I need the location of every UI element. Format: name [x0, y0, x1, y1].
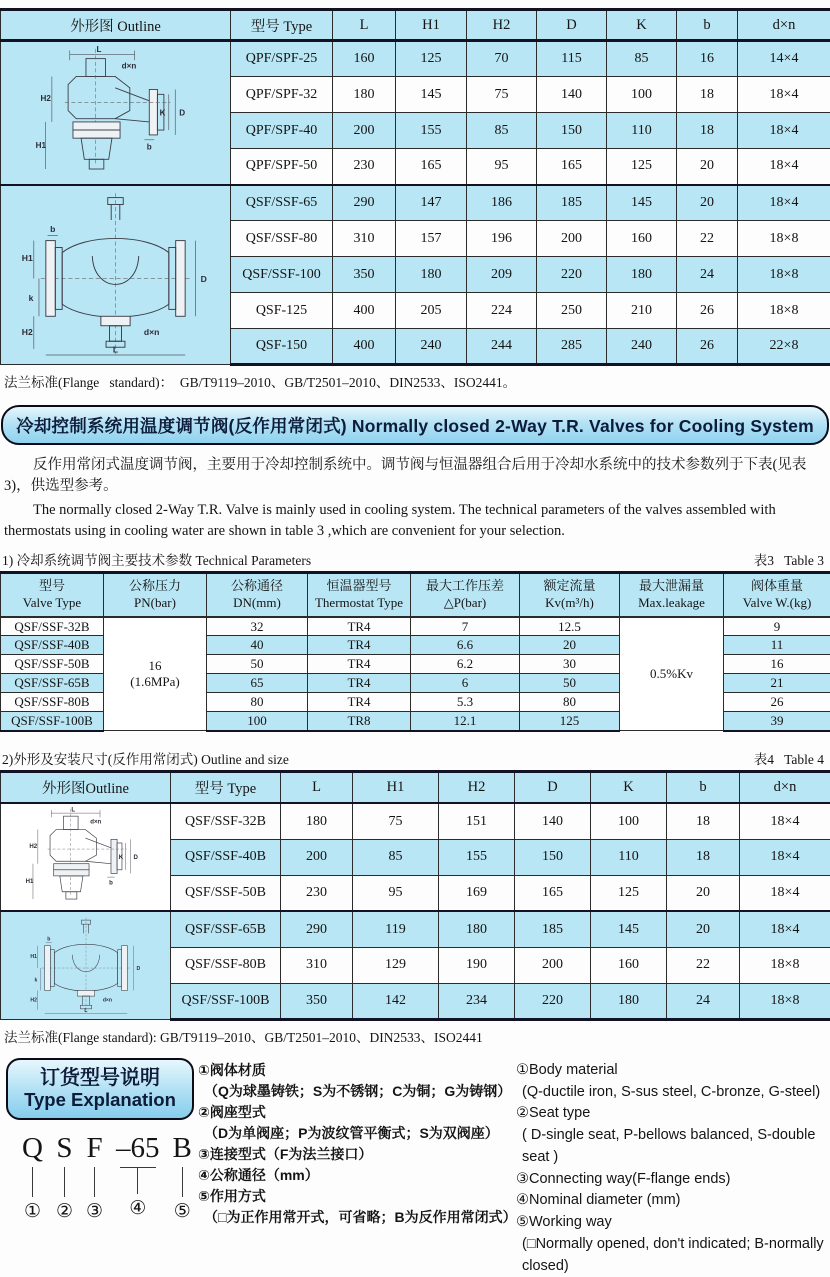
cell: 350 [333, 257, 396, 293]
explanation-list-en [516, 1058, 828, 1277]
cell: 18×8 [738, 221, 830, 257]
cell: 125 [396, 41, 467, 77]
table3-ref: 表3 Table 3 [754, 549, 824, 569]
col-D: D [515, 771, 591, 803]
cell: 75 [467, 77, 537, 113]
col-D: D [537, 10, 607, 41]
code-part [86, 1134, 103, 1222]
flange-standard-note: 法兰标准(Flange standard): GB/T9119–2010、GB/T2501–2010、DIN2533、ISO2441 [0, 1021, 830, 1046]
pn-merged-cell: 16 (1.6MPa) [104, 617, 207, 731]
cell: 12.5 [520, 617, 620, 636]
list-item: ⑤Working way (□Normally opened, don't indicated; B-normally closed) [516, 1212, 828, 1277]
valve-type-cell: QSF/SSF-50B [171, 875, 281, 911]
code-part [116, 1134, 160, 1222]
cell: 18×4 [738, 113, 830, 149]
valve-type-cell: QPF/SPF-25 [231, 41, 333, 77]
valve-type-cell: QPF/SPF-32 [231, 77, 333, 113]
cell: 205 [396, 293, 467, 329]
list-item: ④Nominal diameter (mm) [516, 1190, 828, 1212]
cell: 95 [353, 875, 439, 911]
section-title-banner [1, 405, 829, 445]
cell: 80 [520, 693, 620, 712]
cell: 155 [439, 839, 515, 875]
cell: 18×4 [738, 185, 830, 221]
cell: 145 [396, 77, 467, 113]
cell: 185 [515, 911, 591, 947]
valve-type-cell: QSF/SSF-32B [1, 617, 104, 636]
cell: 180 [396, 257, 467, 293]
cell: 140 [537, 77, 607, 113]
technical-parameters-table [0, 571, 830, 732]
cell: 24 [677, 257, 738, 293]
col-H2: H2 [439, 771, 515, 803]
cell: 400 [333, 293, 396, 329]
cell: 6 [411, 674, 520, 693]
cell: 220 [515, 983, 591, 1019]
cell: 230 [281, 875, 353, 911]
col-H1: H1 [396, 10, 467, 41]
cell: 20 [677, 185, 738, 221]
cell: 180 [333, 77, 396, 113]
cell: 18×8 [738, 257, 830, 293]
leakage-merged-cell: 0.5%Kv [620, 617, 724, 731]
marker-5: ⑤ [174, 1200, 191, 1222]
cell: 250 [537, 293, 607, 329]
code-part [173, 1134, 192, 1222]
code-letter: F [86, 1134, 102, 1163]
cell: 85 [353, 839, 439, 875]
col-pn: 公称压力 PN(bar) [104, 573, 207, 617]
connector-line [32, 1167, 33, 1197]
marker-4: ④ [129, 1197, 146, 1219]
cell: 18×8 [740, 983, 830, 1019]
dimension-table-top [0, 8, 830, 366]
cell: 244 [467, 329, 537, 365]
cell: 100 [591, 803, 667, 839]
cell: 6.6 [411, 636, 520, 655]
cell: 150 [515, 839, 591, 875]
cell: 200 [281, 839, 353, 875]
banner-text: 冷却控制系统用温度调节阀(反作用常闭式) Normally closed 2-Way T.R. Valves for Cooling System [16, 413, 814, 438]
table-row [1, 803, 830, 839]
table-header-row [1, 771, 830, 803]
cell: 26 [724, 693, 830, 712]
cell: TR4 [308, 693, 411, 712]
cell: 12.1 [411, 712, 520, 731]
valve-type-cell: QSF/SSF-40B [1, 636, 104, 655]
cell: 85 [607, 41, 677, 77]
cell: 11 [724, 636, 830, 655]
cell: 190 [439, 947, 515, 983]
cell: 18×4 [738, 149, 830, 185]
marker-2: ② [56, 1200, 73, 1222]
table-row [1, 911, 830, 947]
cell: 22 [677, 221, 738, 257]
type-explanation-left [2, 1058, 198, 1277]
cell: 40 [207, 636, 308, 655]
cell: 18×4 [740, 875, 830, 911]
cell: 50 [207, 655, 308, 674]
table-row [1, 185, 830, 221]
col-b: b [667, 771, 740, 803]
cell: 110 [607, 113, 677, 149]
section1-heading [0, 547, 830, 571]
cell: 200 [515, 947, 591, 983]
list-item: ④公称通径（mm） [198, 1165, 516, 1186]
valve-type-cell: QSF/SSF-65B [1, 674, 104, 693]
cell: 150 [537, 113, 607, 149]
cell: 147 [396, 185, 467, 221]
cell: 240 [396, 329, 467, 365]
cell: 220 [537, 257, 607, 293]
cell: 5.3 [411, 693, 520, 712]
cell: 18 [677, 77, 738, 113]
col-dxn: d×n [740, 771, 830, 803]
cell: 180 [281, 803, 353, 839]
cell: 7 [411, 617, 520, 636]
cell: 115 [537, 41, 607, 77]
valve-type-cell: QPF/SPF-40 [231, 113, 333, 149]
code-letter: S [56, 1134, 72, 1163]
cell: 32 [207, 617, 308, 636]
cell: 95 [467, 149, 537, 185]
list-item: ①Body material (Q-ductile iron, S-sus steel, C-bronze, G-steel) [516, 1060, 828, 1104]
cell: 18 [667, 839, 740, 875]
cell: 186 [467, 185, 537, 221]
list-item: ⑤作用方式 （□为正作用常开式，可省略；B为反作用常闭式） [198, 1186, 516, 1228]
type-code-diagram [2, 1134, 198, 1222]
code-letter: Q [22, 1134, 43, 1163]
col-L: L [333, 10, 396, 41]
type-explanation-title-box [6, 1058, 194, 1120]
intro-paragraph-cn: 反作用常闭式温度调节阀，主要用于冷却控制系统中。调节阀与恒温器组合后用于冷却水系统中的技术参数列于下表(见表3)，供选型参考。 [0, 451, 830, 496]
cell: 210 [607, 293, 677, 329]
valve-type-cell: QSF/SSF-65B [171, 911, 281, 947]
cell: 285 [537, 329, 607, 365]
list-item: ①阀体材质 （Q为球墨铸铁；S为不锈钢；C为铜；G为铸钢） [198, 1060, 516, 1102]
cell: 39 [724, 712, 830, 731]
cell: 209 [467, 257, 537, 293]
section2-title: 2)外形及安装尺寸(反作用常闭式) Outline and size [2, 748, 289, 768]
connector-line [137, 1168, 138, 1194]
cell: 200 [333, 113, 396, 149]
cell: 196 [467, 221, 537, 257]
cell: 185 [537, 185, 607, 221]
col-type: 型号 Type [231, 10, 333, 41]
cell: 350 [281, 983, 353, 1019]
cell: TR4 [308, 617, 411, 636]
cell: 22×8 [738, 329, 830, 365]
cell: 180 [591, 983, 667, 1019]
list-item: ③连接型式（F为法兰接口） [198, 1144, 516, 1165]
cell: TR4 [308, 655, 411, 674]
connector-line [182, 1167, 183, 1197]
section2-heading [0, 746, 830, 770]
cell: 145 [591, 911, 667, 947]
col-K: K [607, 10, 677, 41]
valve-outline-drawing-c [1, 803, 171, 911]
col-leakage: 最大泄漏量 Max.leakage [620, 573, 724, 617]
valve-outline-drawing-b [1, 185, 231, 365]
section1-title: 1) 冷却系统调节阀主要技术参数 Technical Parameters [2, 549, 311, 569]
col-outline: 外形图Outline [1, 771, 171, 803]
cell: 100 [207, 712, 308, 731]
cell: 169 [439, 875, 515, 911]
cell: 18×4 [740, 803, 830, 839]
code-letter: B [173, 1134, 192, 1163]
code-part [56, 1134, 73, 1222]
col-H1: H1 [353, 771, 439, 803]
valve-type-cell: QSF/SSF-100 [231, 257, 333, 293]
cell: 18×8 [738, 293, 830, 329]
cell: 180 [439, 911, 515, 947]
cell: 240 [607, 329, 677, 365]
outline-size-table [0, 770, 830, 1021]
cell: 155 [396, 113, 467, 149]
cell: 125 [607, 149, 677, 185]
cell: 9 [724, 617, 830, 636]
title-cn: 订货型号说明 [40, 1067, 160, 1089]
cell: 157 [396, 221, 467, 257]
cell: 18 [677, 113, 738, 149]
col-dn: 公称通径 DN(mm) [207, 573, 308, 617]
table-row [1, 617, 830, 636]
cell: 119 [353, 911, 439, 947]
cell: 20 [667, 911, 740, 947]
col-outline: 外形图 Outline [1, 10, 231, 41]
intro-paragraph-en: The normally closed 2-Way T.R. Valve is mainly used in cooling system. The technical parameters of the valves assembled with thermostats using in cooling water are shown in table 3 ,which are convenient for your selection. [0, 496, 830, 541]
cell: 22 [667, 947, 740, 983]
cell: 20 [520, 636, 620, 655]
cell: 6.2 [411, 655, 520, 674]
cell: 160 [591, 947, 667, 983]
col-dp: 最大工作压差 △P(bar) [411, 573, 520, 617]
valve-type-cell: QSF/SSF-32B [171, 803, 281, 839]
cell: 160 [333, 41, 396, 77]
cell: 165 [515, 875, 591, 911]
cell: 24 [667, 983, 740, 1019]
cell: 234 [439, 983, 515, 1019]
cell: 290 [333, 185, 396, 221]
cell: 310 [281, 947, 353, 983]
valve-type-cell: QSF-150 [231, 329, 333, 365]
explanation-list-cn [198, 1058, 516, 1277]
col-valve-type: 型号 Valve Type [1, 573, 104, 617]
cell: 142 [353, 983, 439, 1019]
cell: 85 [467, 113, 537, 149]
cell: 125 [520, 712, 620, 731]
valve-type-cell: QSF/SSF-80B [171, 947, 281, 983]
cell: 140 [515, 803, 591, 839]
cell: 26 [677, 329, 738, 365]
cell: 100 [607, 77, 677, 113]
list-item: ②阀座型式 （D为单阀座；P为波纹管平衡式；S为双阀座） [198, 1102, 516, 1144]
valve-type-cell: QSF/SSF-80B [1, 693, 104, 712]
cell: 30 [520, 655, 620, 674]
cell: 230 [333, 149, 396, 185]
valve-type-cell: QSF/SSF-50B [1, 655, 104, 674]
col-thermostat: 恒温器型号 Thermostat Type [308, 573, 411, 617]
connector-line [94, 1167, 95, 1197]
cell: 125 [591, 875, 667, 911]
cell: 224 [467, 293, 537, 329]
connector-line [64, 1167, 65, 1197]
col-K: K [591, 771, 667, 803]
valve-outline-drawing-d [1, 911, 171, 1019]
cell: 129 [353, 947, 439, 983]
col-L: L [281, 771, 353, 803]
cell: 290 [281, 911, 353, 947]
flange-standard-note: 法兰标准(Flange standard)： GB/T9119–2010、GB/T2501–2010、DIN2533、ISO2441。 [0, 366, 830, 391]
valve-type-cell: QPF/SPF-50 [231, 149, 333, 185]
cell: 80 [207, 693, 308, 712]
valve-type-cell: QSF-125 [231, 293, 333, 329]
code-letter: –65 [116, 1134, 160, 1163]
list-item: ③Connecting way(F-flange ends) [516, 1169, 828, 1191]
marker-1: ① [24, 1200, 41, 1222]
type-explanation-section [0, 1058, 830, 1277]
cell: 110 [591, 839, 667, 875]
cell: 21 [724, 674, 830, 693]
cell: 310 [333, 221, 396, 257]
cell: 50 [520, 674, 620, 693]
valve-type-cell: QSF/SSF-100B [171, 983, 281, 1019]
cell: 65 [207, 674, 308, 693]
valve-type-cell: QSF/SSF-80 [231, 221, 333, 257]
valve-type-cell: QSF/SSF-65 [231, 185, 333, 221]
code-part [22, 1134, 43, 1222]
cell: 400 [333, 329, 396, 365]
table-header-row [1, 10, 830, 41]
cell: 18×4 [740, 839, 830, 875]
cell: 165 [537, 149, 607, 185]
table-row [1, 41, 830, 77]
valve-outline-drawing-a [1, 41, 231, 185]
col-H2: H2 [467, 10, 537, 41]
valve-type-cell: QSF/SSF-40B [171, 839, 281, 875]
cell: 160 [607, 221, 677, 257]
col-type: 型号 Type [171, 771, 281, 803]
cell: 14×4 [738, 41, 830, 77]
col-kv: 额定流量 Kv(m³/h) [520, 573, 620, 617]
cell: TR4 [308, 636, 411, 655]
cell: 180 [607, 257, 677, 293]
cell: 18×8 [740, 947, 830, 983]
cell: 18×4 [740, 911, 830, 947]
cell: 16 [724, 655, 830, 674]
valve-type-cell: QSF/SSF-100B [1, 712, 104, 731]
col-dxn: d×n [738, 10, 830, 41]
cell: 20 [667, 875, 740, 911]
marker-3: ③ [86, 1200, 103, 1222]
cell: 165 [396, 149, 467, 185]
cell: TR4 [308, 674, 411, 693]
cell: 16 [677, 41, 738, 77]
col-weight: 阀体重量 Valve W.(kg) [724, 573, 830, 617]
cell: 70 [467, 41, 537, 77]
cell: 145 [607, 185, 677, 221]
title-en: Type Explanation [24, 1089, 176, 1110]
table4-ref: 表4 Table 4 [754, 748, 824, 768]
cell: 26 [677, 293, 738, 329]
cell: 75 [353, 803, 439, 839]
col-b: b [677, 10, 738, 41]
cell: 18 [667, 803, 740, 839]
cell: 18×4 [738, 77, 830, 113]
table-header-row [1, 573, 830, 617]
cell: TR8 [308, 712, 411, 731]
cell: 151 [439, 803, 515, 839]
cell: 20 [677, 149, 738, 185]
cell: 200 [537, 221, 607, 257]
list-item: ②Seat type ( D-single seat, P-bellows balanced, S-double seat ) [516, 1103, 828, 1168]
